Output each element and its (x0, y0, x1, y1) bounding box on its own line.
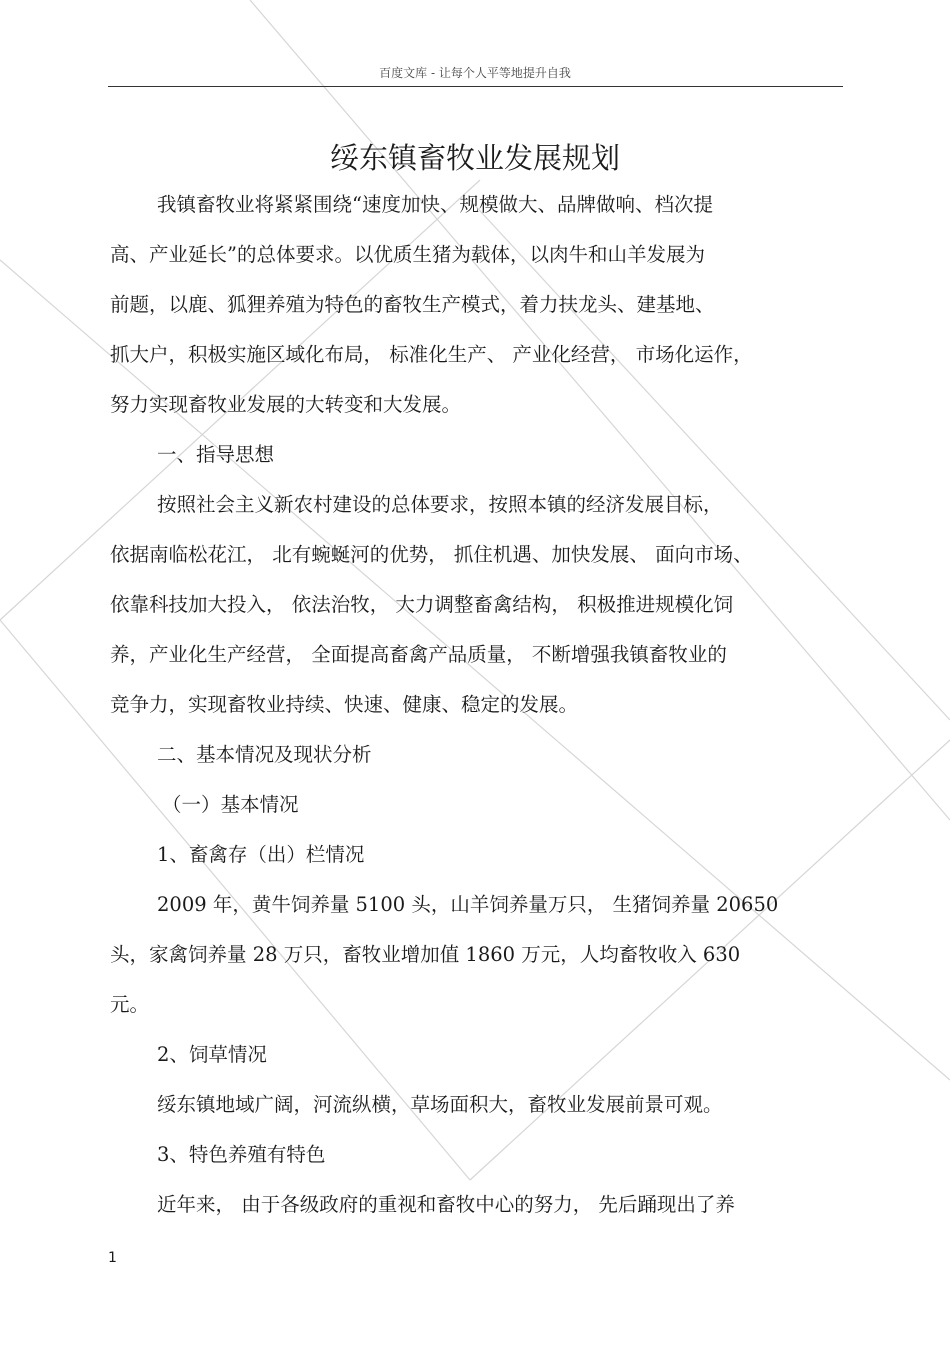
document-body (110, 180, 842, 1230)
text-line: 养，产业化生产经营， 全面提高畜禽产品质量， 不断增强我镇畜牧业的 (110, 643, 727, 666)
text-line: 我镇畜牧业将紧紧围绕“速度加快、规模做大、品牌做响、档次提 (157, 193, 713, 216)
text-line: 努力实现畜牧业发展的大转变和大发展。 (110, 393, 462, 416)
text-line: 绥东镇地域广阔，河流纵横，草场面积大，畜牧业发展前景可观。 (157, 1093, 723, 1116)
document-title: 绥东镇畜牧业发展规划 (329, 141, 620, 175)
text-line: 前题，以鹿、狐狸养殖为特色的畜牧生产模式，着力扶龙头、建基地、 (110, 293, 715, 316)
text-line: 近年来， 由于各级政府的重视和畜牧中心的努力， 先后踊现出了养 (157, 1193, 735, 1216)
text-line: 按照社会主义新农村建设的总体要求，按照本镇的经济发展目标， (157, 493, 723, 516)
text-line: 头，家禽饲养量 28 万只，畜牧业增加值 1860 万元，人均畜牧收入 630 (110, 943, 741, 966)
text-line: 元。 (110, 993, 150, 1016)
text-line: （一）基本情况 (162, 793, 299, 816)
text-line: 2009 年，黄牛饲养量 5100 头，山羊饲养量万只， 生猪饲养量 20650 (157, 893, 779, 916)
text-line: 竞争力，实现畜牧业持续、快速、健康、稳定的发展。 (110, 693, 579, 716)
text-line: 二、基本情况及现状分析 (157, 743, 372, 766)
text-line: 依靠科技加大投入， 依法治牧， 大力调整畜禽结构， 积极推进规模化饲 (110, 593, 734, 616)
page-header: 百度文库 - 让每个人平等地提升自我 (379, 66, 571, 80)
page-number: 1 (108, 1250, 117, 1266)
header-rule (108, 86, 843, 87)
text-line: 1、畜禽存（出）栏情况 (157, 843, 365, 866)
text-line: 依据南临松花江， 北有蜿蜒河的优势， 抓住机遇、加快发展、 面向市场、 (110, 543, 753, 566)
text-line: 一、指导思想 (157, 443, 275, 466)
text-line: 3、特色养殖有特色 (157, 1143, 326, 1166)
text-line: 抓大户，积极实施区域化布局， 标准化生产、 产业化经营， 市场化运作， (110, 343, 753, 366)
text-line: 2、饲草情况 (157, 1043, 267, 1066)
text-line: 高、产业延长”的总体要求。以优质生猪为载体，以肉牛和山羊发展为 (110, 243, 705, 266)
